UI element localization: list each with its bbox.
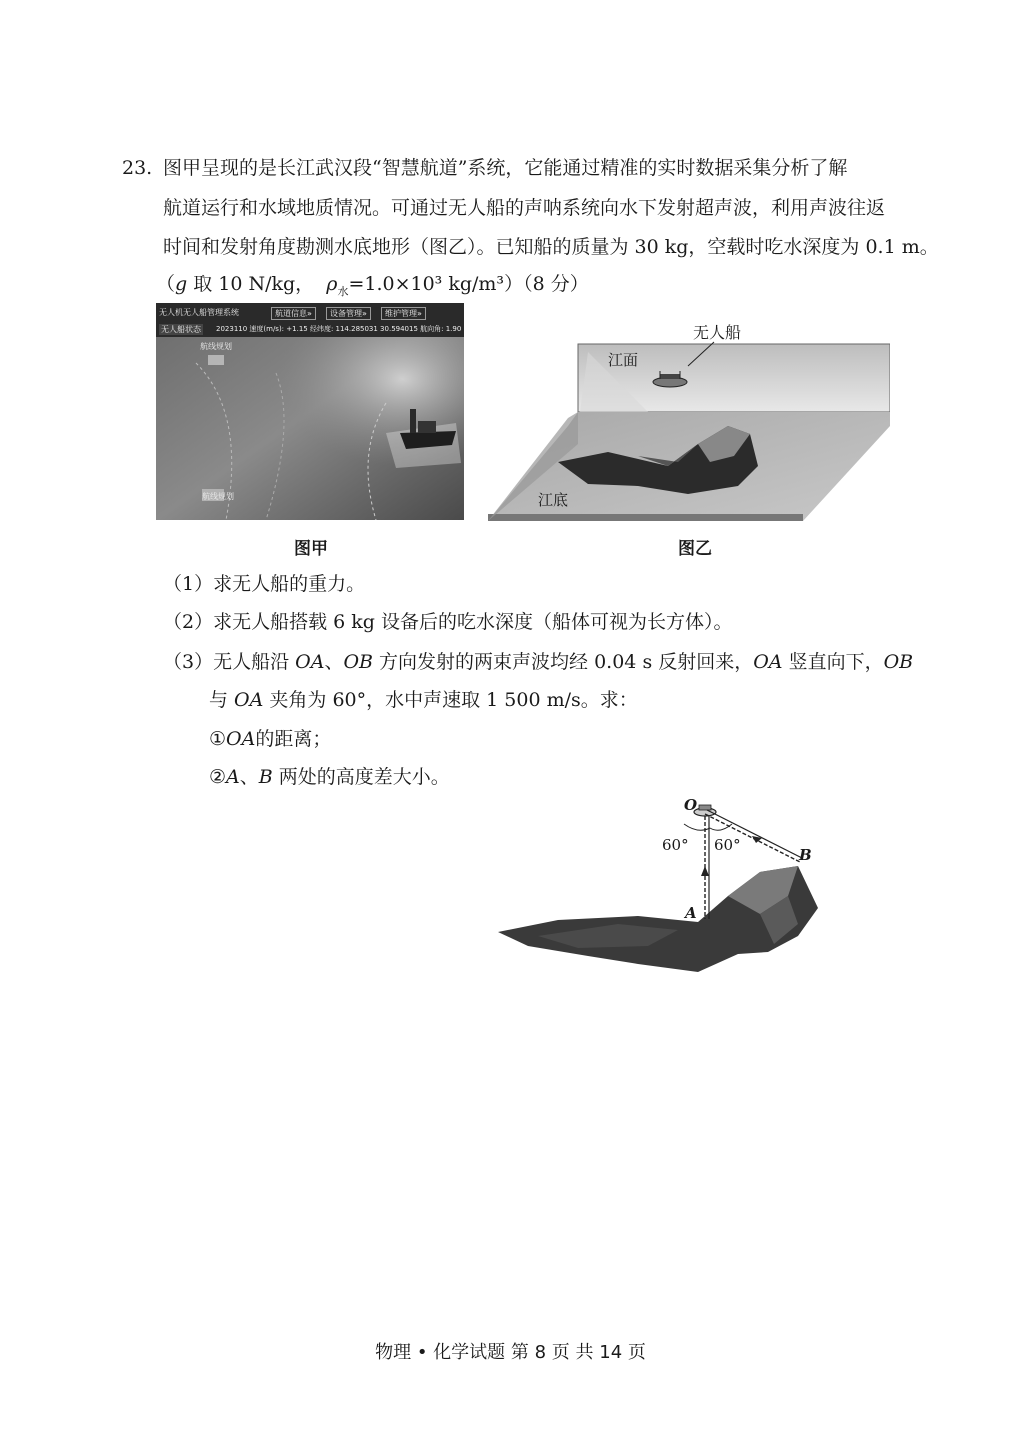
sub-question-3-line-1 xyxy=(163,650,913,674)
q3-text-a: （3）无人船沿 xyxy=(163,651,296,673)
symbol-rho: ρ xyxy=(326,273,338,295)
q3-text-c: 方向发射的两束声波均经 0.04 s 反射回来， xyxy=(373,651,754,673)
rho-subscript: 水 xyxy=(337,284,349,298)
label-a: A xyxy=(685,904,697,922)
question-number: 23. xyxy=(122,157,153,179)
score: （8 分） xyxy=(523,273,589,295)
question-given: （g 取 10 N/kg， $\rho_水=1.0\times 10^3$ kg/m³）（8 分） xyxy=(156,273,589,298)
label-drone-boat: 无人船 xyxy=(693,323,742,342)
q3-1-oa: OA xyxy=(226,728,256,750)
sub-question-3-line-2 xyxy=(209,688,638,712)
circle-2: ② xyxy=(209,766,227,788)
label-river-surface: 江面 xyxy=(608,351,639,369)
ui-row-label: 无人船状态 xyxy=(161,325,201,334)
ui-label-bottom: 航线规划 xyxy=(202,492,234,501)
ui-tab-2: 设备管理» xyxy=(326,307,371,320)
q3-2-rest: 两处的高度差大小。 xyxy=(272,766,450,788)
q3-2-a: A xyxy=(226,766,240,788)
ui-status: 2023110 速度(m/s): +1.15 经纬度: 114.285031 30.594015 航向角: 1.90 xyxy=(216,325,462,333)
question-line-3: 时间和发射角度勘测水底地形（图乙）。已知船的质量为 30 kg，空载时吃水深度为 0.1 m。 xyxy=(163,236,939,258)
figure-b-diagram xyxy=(488,316,890,522)
label-o: O xyxy=(684,796,698,814)
given-rho-value: =1.0×10³ kg/m³ xyxy=(348,273,505,295)
sub-question-3-part-1 xyxy=(209,727,331,751)
q3-text-b: 、 xyxy=(324,651,344,673)
angle-left: 60° xyxy=(662,836,689,854)
figure-a-caption: 图甲 xyxy=(294,539,328,559)
label-river-bottom: 江底 xyxy=(538,491,569,509)
angle-right: 60° xyxy=(714,836,741,854)
ui-title: 无人机无人船管理系统 xyxy=(159,308,239,317)
label-b: B xyxy=(799,846,812,864)
q3-line2-b: 夹角为 60°，水中声速取 1 500 m/s。求： xyxy=(263,689,638,711)
sub-question-1: （1）求无人船的重力。 xyxy=(163,573,366,595)
figure-c-sonar-diagram xyxy=(498,796,828,976)
q3-oa-2: OA xyxy=(753,651,783,673)
page-footer: 物理 • 化学试题 第 8 页 共 14 页 xyxy=(375,1342,646,1363)
figure-a-photo xyxy=(156,303,464,520)
symbol-g: g xyxy=(175,273,188,295)
q3-2-b: B xyxy=(258,766,273,788)
given-g-value: 取 10 N/kg， xyxy=(187,273,315,295)
q3-2-mid: 、 xyxy=(239,766,259,788)
q3-line2-oa: OA xyxy=(234,689,264,711)
ui-tab-3: 维护管理» xyxy=(381,307,426,320)
sub-question-2: （2）求无人船搭载 6 kg 设备后的吃水深度（船体可视为长方体）。 xyxy=(163,611,733,633)
ui-tab-1: 航道信息» xyxy=(271,307,316,320)
q3-ob-2: OB xyxy=(883,651,914,673)
circle-1: ① xyxy=(209,728,227,750)
question-line-1: 图甲呈现的是长江武汉段“智慧航道”系统，它能通过精准的实时数据采集分析了解 xyxy=(163,157,848,179)
q3-1-rest: 的距离； xyxy=(255,728,332,750)
q3-text-d: 竖直向下， xyxy=(782,651,884,673)
q3-line2-a: 与 xyxy=(209,689,235,711)
ui-label-top: 航线规划 xyxy=(200,342,232,351)
q3-oa: OA xyxy=(295,651,325,673)
figure-b-caption: 图乙 xyxy=(678,539,712,559)
question-line-2: 航道运行和水域地质情况。可通过无人船的声呐系统向水下发射超声波，利用声波往返 xyxy=(163,197,886,219)
q3-ob: OB xyxy=(343,651,374,673)
sub-question-3-part-2 xyxy=(209,765,450,789)
